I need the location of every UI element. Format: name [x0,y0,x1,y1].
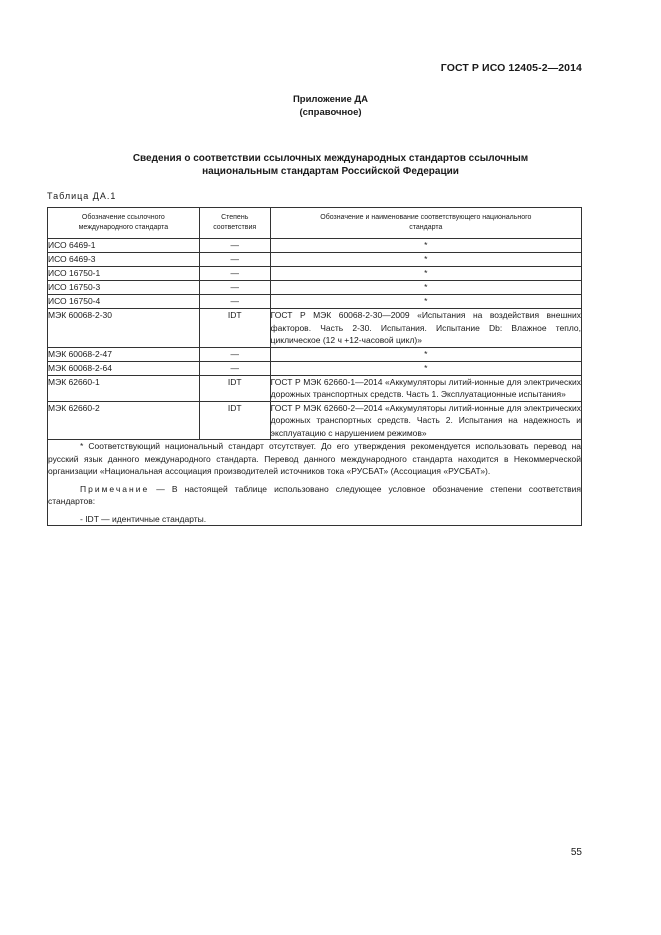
intl-standard-cell: МЭК 60068-2-64 [48,361,200,375]
degree-cell: — [199,253,270,267]
note-item: - IDT — идентичные стандарты. [80,513,207,524]
table-row [48,375,582,401]
intl-standard-cell: ИСО 16750-3 [48,281,200,295]
degree-cell: IDT [199,401,270,440]
degree-cell: — [199,239,270,253]
table-row [48,281,582,295]
correspondence-table [47,207,582,526]
national-standard-cell: ГОСТ Р МЭК 62660-1—2014 «Аккумуляторы литий-ионные для электрических дорожных транспортных средств. Часть 1. Эксплуатационные испытания» [270,376,581,399]
note-label: Примечание [80,483,150,494]
footnote: * Соответствующий национальный стандарт отсутствует. До его утверждения рекомендуется использовать перевод на русский язык данного международного стандарта. Перевод данного международного стандарта находится в Некоммерческой организации «Национальная ассоциация производителей источников тока «РУСБАТ» (Ассоциация «РУСБАТ»). [48,441,581,476]
column-header-degree: Степень соответствия [199,208,270,239]
intl-standard-cell: МЭК 60068-2-47 [48,347,200,361]
table-footnote-cell [48,440,582,526]
degree-cell: IDT [199,375,270,401]
section-title-line1: Сведения о соответствии ссылочных международных стандартов ссылочным [132,153,529,164]
table-row [48,239,582,253]
annex-title: Приложение ДА [292,94,369,105]
degree-cell: — [199,281,270,295]
section-title-line2: национальным стандартам Российской Федерации [202,166,459,177]
degree-cell: — [199,295,270,309]
intl-standard-cell: ИСО 6469-1 [48,239,200,253]
national-standard-cell: * [270,267,581,281]
degree-cell: — [199,267,270,281]
national-standard-cell: * [270,281,581,295]
annex-heading [0,93,661,119]
table-note [48,483,581,508]
national-standard-cell: * [270,253,581,267]
table-row [48,347,582,361]
national-standard-cell: ГОСТ Р МЭК 62660-2—2014 «Аккумуляторы литий-ионные для электрических дорожных транспортных средств. Часть 2. Испытания на надежность и эксплуатацию с нарушением режимов» [270,402,581,438]
national-standard-cell: * [270,361,581,375]
table-header-row [48,208,582,239]
degree-cell: IDT [199,309,270,348]
standard-code: ГОСТ Р ИСО 12405-2—2014 [440,62,582,74]
degree-cell: — [199,347,270,361]
intl-standard-cell: ИСО 6469-3 [48,253,200,267]
table-caption: Таблица ДА.1 [47,191,117,201]
intl-standard-cell: МЭК 62660-1 [48,375,200,401]
section-title [60,152,601,178]
table-row [48,309,582,348]
annex-subtitle: (справочное) [299,107,362,118]
national-standard-cell: ГОСТ Р МЭК 60068-2-30—2009 «Испытания на воздействия внешних факторов. Часть 2-30. Испытания. Испытание Db: Влажное тепло, циклическое (12 ч +12-часовой цикл)» [270,310,581,345]
intl-standard-cell: МЭК 60068-2-30 [48,309,200,348]
page-number: 55 [570,847,582,858]
table-row [48,253,582,267]
table-row [48,267,582,281]
national-standard-cell: * [270,295,581,309]
intl-standard-cell: ИСО 16750-4 [48,295,200,309]
table-footnote-row [48,440,582,526]
column-header-intl: Обозначение ссылочного международного стандарта [48,208,200,239]
national-standard-cell: * [270,239,581,253]
note-text: — В настоящей таблице использовано следующее условное обозначение степени соответствия стандартов: [48,483,581,506]
column-header-national: Обозначение и наименование соответствующего национального стандарта [270,208,581,239]
degree-cell: — [199,361,270,375]
table-row [48,295,582,309]
table-row [48,361,582,375]
intl-standard-cell: МЭК 62660-2 [48,401,200,440]
national-standard-cell: * [270,347,581,361]
intl-standard-cell: ИСО 16750-1 [48,267,200,281]
table-row [48,401,582,440]
